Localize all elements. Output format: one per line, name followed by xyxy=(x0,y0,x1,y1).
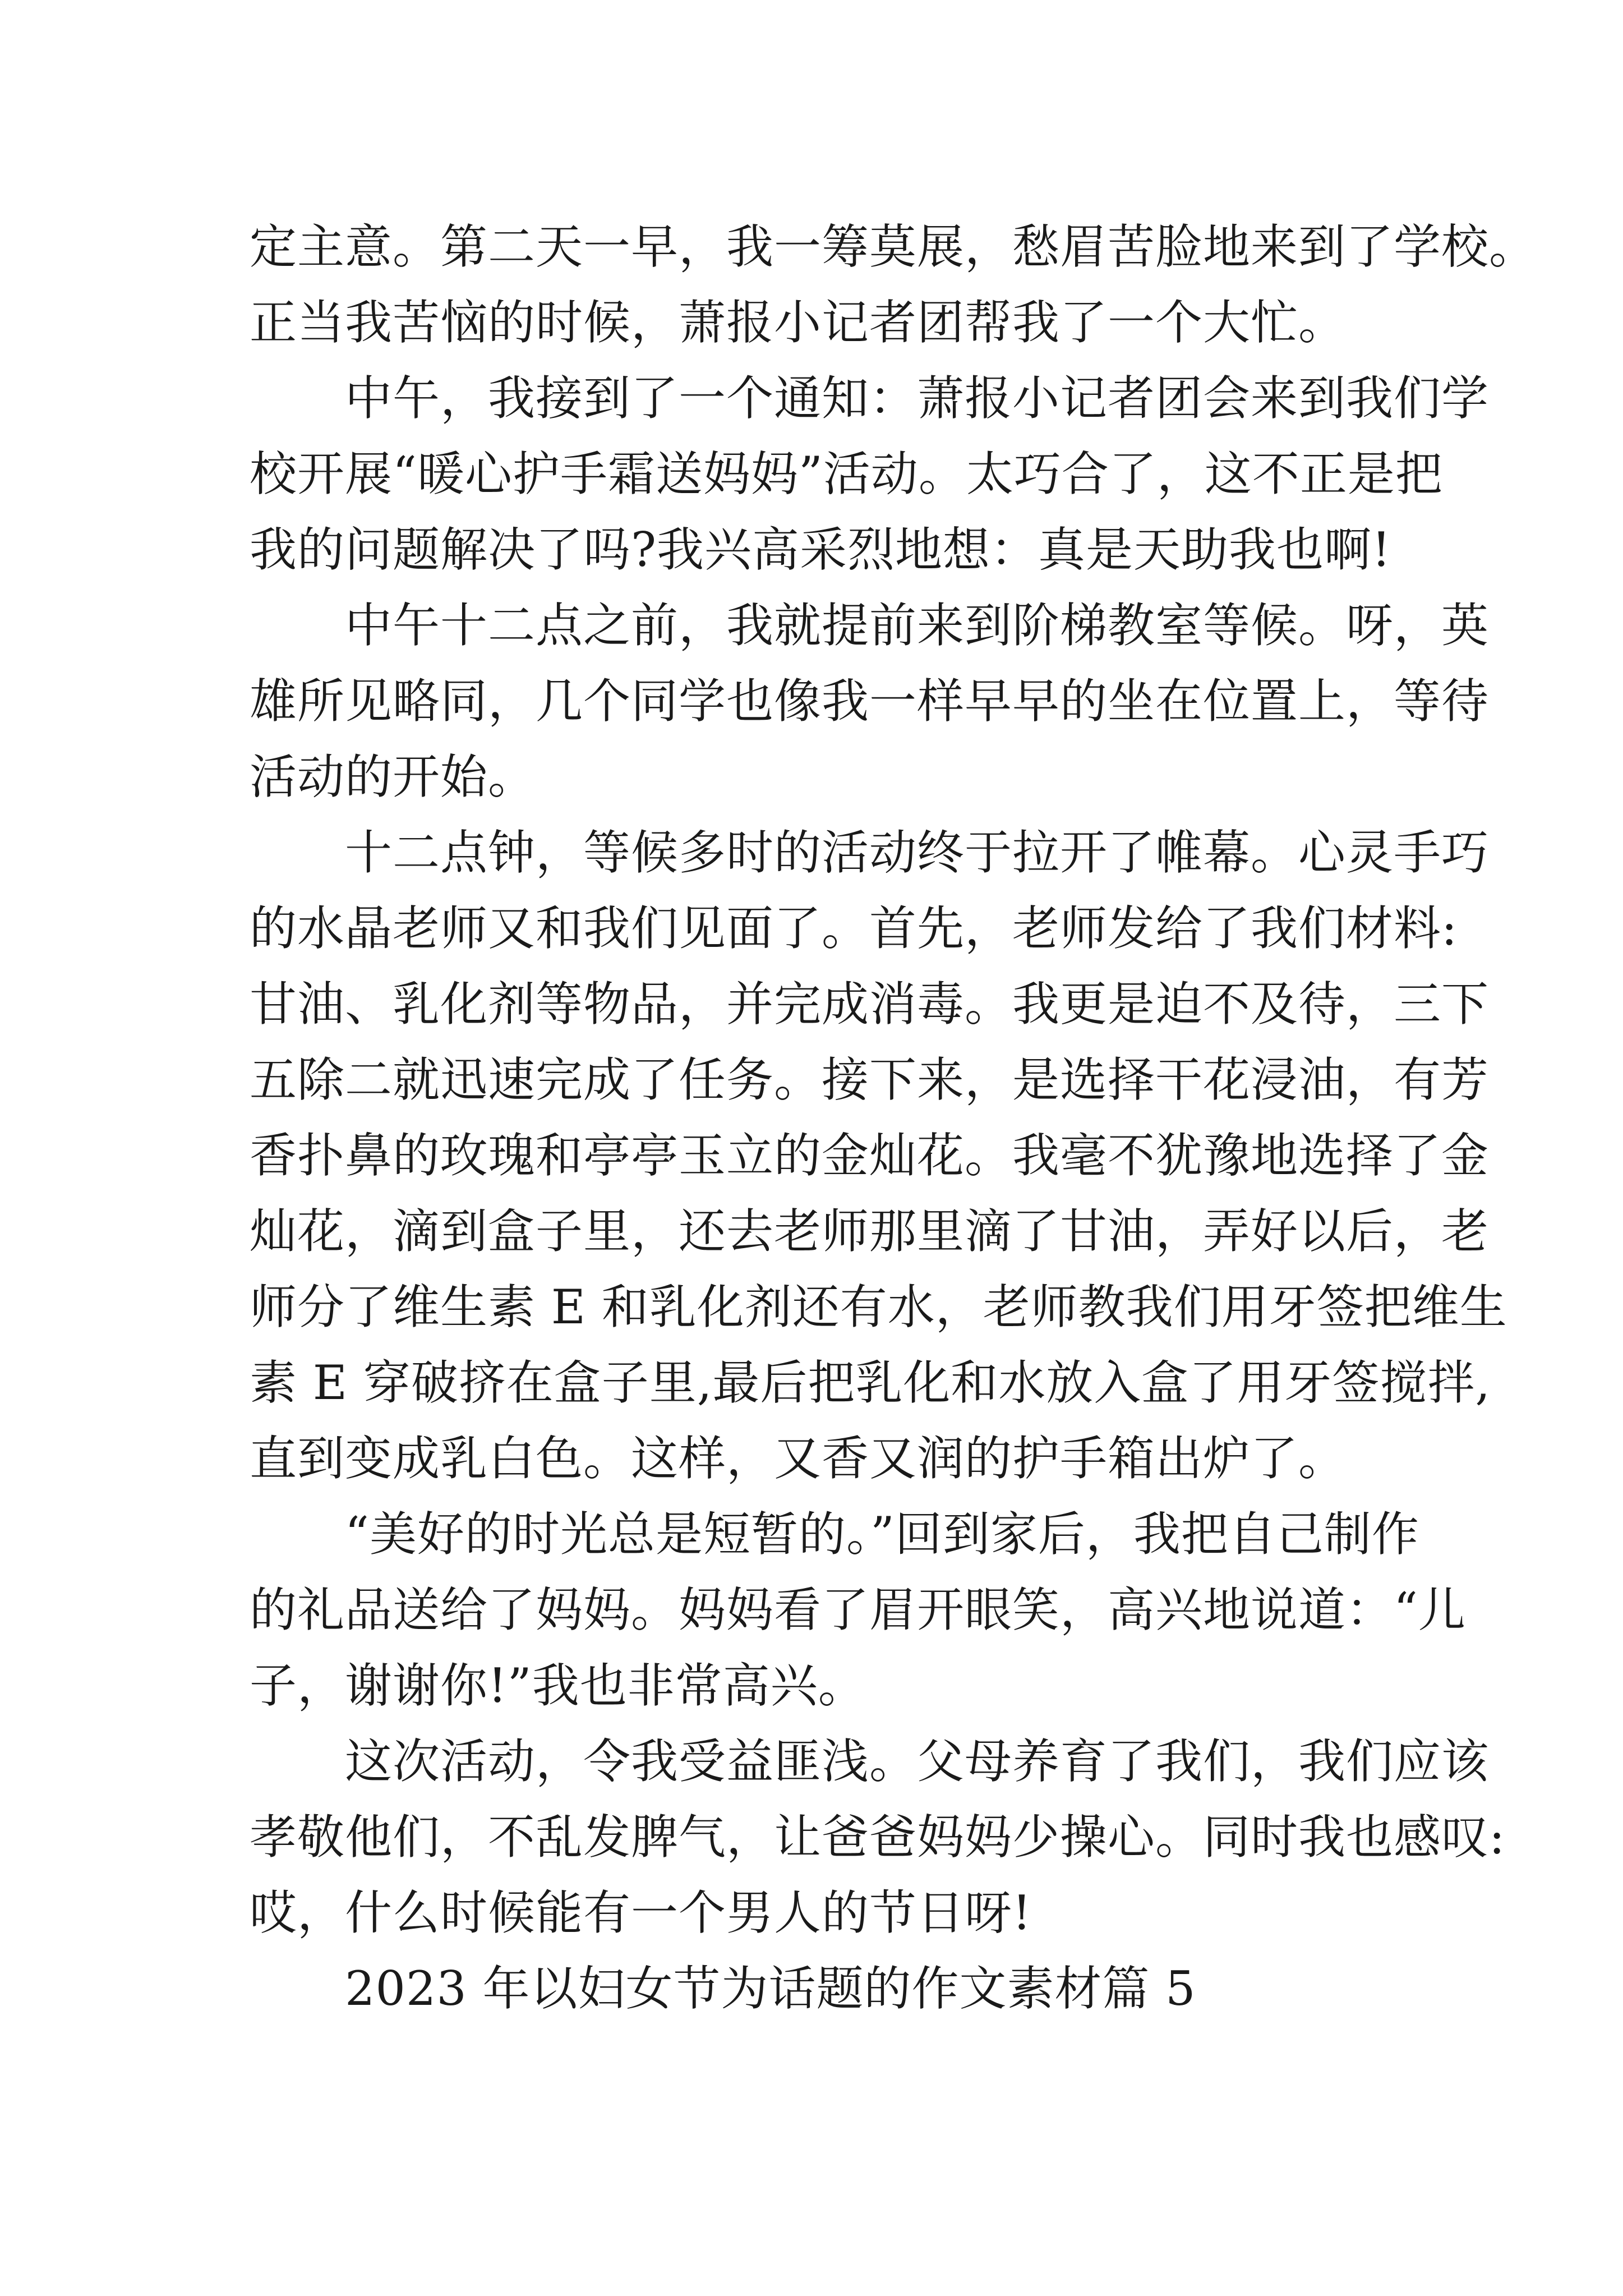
text-line: 子，谢谢你!”我也非常高兴。 xyxy=(250,1658,866,1713)
text-line: 这次活动，令我受益匪浅。父母养育了我们，我们应该 xyxy=(250,1734,1490,1789)
text-line: 哎，什么时候能有一个男人的节日呀! xyxy=(250,1885,1032,1940)
text-line: 甘油、乳化剂等物品，并完成消毒。我更是迫不及待，三下 xyxy=(250,977,1490,1032)
text-line: 正当我苦恼的时候，萧报小记者团帮我了一个大忙。 xyxy=(250,295,1347,350)
text-line: “美好的时光总是短暂的。”回到家后，我把自己制作 xyxy=(250,1507,1419,1562)
text-line: 活动的开始。 xyxy=(250,749,536,804)
text-line: 的水晶老师又和我们见面了。首先，老师发给了我们材料: xyxy=(250,901,1458,956)
text-line: 香扑鼻的玫瑰和亭亭玉立的金灿花。我毫不犹豫地选择了金 xyxy=(250,1128,1490,1183)
text-line: 中午十二点之前，我就提前来到阶梯教室等候。呀，英 xyxy=(250,598,1490,653)
text-line: 定主意。第二天一早，我一筹莫展，愁眉苦脸地来到了学校。 xyxy=(250,219,1537,274)
text-line: 雄所见略同，几个同学也像我一样早早的坐在位置上，等待 xyxy=(250,674,1490,729)
section-heading: 2023 年以妇女节为话题的作文素材篇 5 xyxy=(250,1961,1196,2016)
text-line: 中午，我接到了一个通知：萧报小记者团会来到我们学 xyxy=(250,371,1490,426)
text-line: 素 E 穿破挤在盒子里,最后把乳化和水放入盒了用牙签搅拌, xyxy=(250,1355,1491,1410)
text-line: 孝敬他们，不乱发脾气，让爸爸妈妈少操心。同时我也感叹: xyxy=(250,1810,1506,1865)
text-line: 师分了维生素 E 和乳化剂还有水，老师教我们用牙签把维生 xyxy=(250,1280,1507,1335)
text-line: 直到变成乳白色。这样，又香又润的护手箱出炉了。 xyxy=(250,1431,1347,1486)
text-line: 的礼品送给了妈妈。妈妈看了眉开眼笑，高兴地说道：“儿 xyxy=(250,1582,1466,1637)
text-line: 五除二就迅速完成了任务。接下来，是选择干花浸油，有芳 xyxy=(250,1052,1490,1107)
text-line: 灿花，滴到盒子里，还去老师那里滴了甘油，弄好以后，老 xyxy=(250,1204,1490,1259)
text-line: 我的问题解决了吗?我兴高采烈地想：真是天助我也啊! xyxy=(250,522,1391,577)
text-line: 校开展“暖心护手霜送妈妈”活动。太巧合了，这不正是把 xyxy=(250,447,1443,501)
text-line: 十二点钟，等候多时的活动终于拉开了帷幕。心灵手巧 xyxy=(250,825,1490,880)
